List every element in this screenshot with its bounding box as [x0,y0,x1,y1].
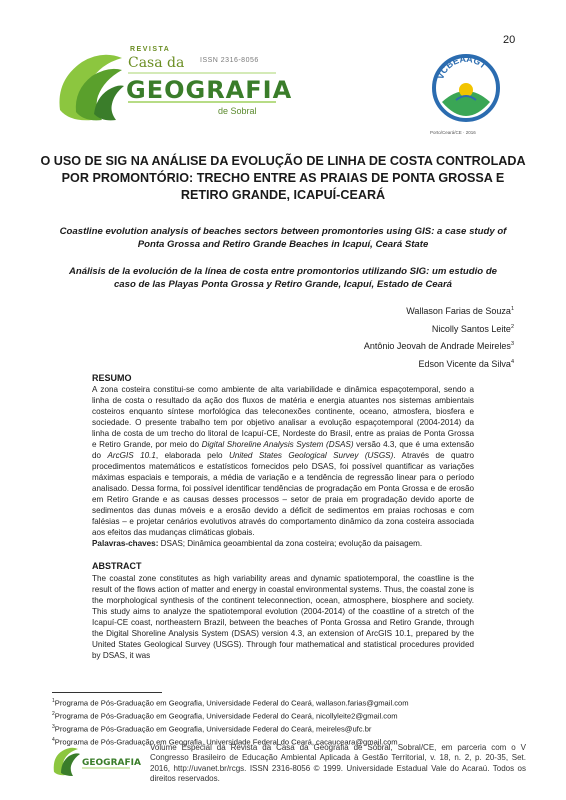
keywords-label: Palavras-chaves: [92,539,159,548]
congress-logo [430,50,502,136]
footnote: $^4$Programa de Pós-Graduação em Geografia, Universidade Federal do Ceará, cacauceara@gmail.com [52,737,398,747]
congress-caption: Porto/Ceará/CE · 2016 [430,130,476,135]
journal-masthead-logo [52,40,293,130]
author-line: Nicolly Santos Leite$^2$ [431,323,514,334]
author-line: Wallason Farias de Souza$^1$ [406,306,514,316]
masthead-geografia: GEOGRAFIA [126,76,293,104]
masthead-issn: ISSN 2316-8056 [200,57,259,64]
footer-emblem-icon [52,742,141,778]
author-line: Antônio Jeovah de Andrade Meireles$^3$ [363,341,514,352]
page-number: 20 [503,34,516,46]
footer-logo-text: GEOGRAFIA [82,758,141,768]
abstract-heading: ABSTRACT [92,561,142,571]
congress-logo-text: VCBEAAGT [435,53,489,81]
abstract-body: The coastal zone constitutes as high variability areas and dynamic spatiotemporal, the coastline is the result of the flows action of matter and energy in coastal environmental systems. Thus, the coastal zone is the morphological synthesis of the continent teleconnection, ocean, atmosphere, biosphere and society. This study aims to analyze the spatiotemporal evolution (2004-2014) of the coastline of a stretch of the Icapuí-CE coast, northeastern Brazil, between the beaches of Ponta Grossa and Retiro Grande, through the Digital Shoreline Analysis System (DSAS) version 4.3, an extension of ArcGIS 10.1, prepared by the United States Geological Survey (USGS). Through four mathematical and statistical procedures provided by DSAS, it was [92,574,474,660]
footnotes [52,696,409,748]
author-list [364,302,514,372]
masthead-casa-da: Casa da [128,55,185,71]
paper-subtitle-english: Coastline evolution analysis of beaches sectors between promontories using GIS: a case study of Ponta Grossa and Retiro Grande Beaches in Icapuí, Ceará State [59,226,507,250]
footnote: $^2$Programa de Pós-Graduação em Geografia, Universidade Federal do Ceará, nicollyleite2@gmail.com [52,711,398,721]
congress-emblem-icon [430,50,502,128]
footnote-divider [52,692,162,693]
author-line: Edson Vicente da Silva$^4$ [418,358,514,369]
keywords: DSAS; Dinâmica geoambiental da zona costeira; evolução da paisagem. [158,539,423,548]
footnote: $^1$Programa de Pós-Graduação em Geografia, Universidade Federal do Ceará, wallason.farias@gmail.com [52,698,409,708]
paper-subtitle-spanish: Análisis de la evolución de la línea de costa entre promontorios utilizando SIG: um estudio de caso de las Playas Ponta Grossa y Retiro Grande, Icapuí, Estado de Ceará [68,266,498,290]
footer-citation: Volume Especial da Revista da Casa da Geografia de Sobral, Sobral/CE, em parceria com o V Congresso Brasileiro de Educação Ambiental Aplicada à Gestão Territorial, v. 18, n. 2, p. 20-35, Set. 2016, http://uvanet.br/rcgs. ISSN 2316-8056 © 1999. Universidade Estadual Vale do Acaraú. Todos os direitos reservados. [150,743,526,783]
resumo-body: A zona costeira constitui-se como ambiente de alta variabilidade e dinâmica espaçotemporal, sendo a linha de costa o resultado da ação dos fluxos de matéria e energia atuantes nos sistemas ambientais costeiros enquanto síntese morfológica das teleconexões continente, oceano, atmosfera, biosfera e sociedade. O presente trabalho tem por objetivo analisar a evolução espaçotemporal (2004-2014) da linha de costa de um trecho do litoral de Icapuí-CE, Nordeste do Brasil, entre as praias de Ponta Grossa e Retiro Grande, por meio do Digital Shoreline Analysis System (DSAS) versão 4.3, que é uma extensão do ArcGIS 10.1, elaborada pelo United States Geological Survey (USGS). Através de quatro procedimentos matemáticos e estatísticos fornecidos pelo DSAS, foi possível quantificar as variações máximas espaciais e temporais, a média de variação e a tendência de regressão linear para o período analisado. Dessa forma, foi possível identificar tendências de progradação em Ponta Grossa e de erosão em Retiro Grande e as causas desses processos – setor de praia em progradação devido aporte de sedimentos das dunas móveis e a erosão devido a déficit de sedimentos em praias rochosas e com falésias – e projetar cenários evolutivos através do comportamento dinâmico da zona costeira associada aos efeitos das mudanças climáticas globais. Palavras-chaves: DSAS; Dinâmica geoambiental da zona costeira; evolução da paisagem. [92,385,475,548]
footnote: $^3$Programa de Pós-Graduação em Geografia, Universidade Federal do Ceará, meireles@ufc.br [52,724,372,734]
masthead-de-sobral: de Sobral [218,106,257,116]
footer-journal-logo [52,742,141,778]
paper-title: O USO DE SIG NA ANÁLISE DA EVOLUÇÃO DE LINHA DE COSTA CONTROLADA POR PROMONTÓRIO: TRECHO ENTRE AS PRAIAS DE PONTA GROSSA E RETIRO GRANDE, ICAPUÍ-CEARÁ [40,154,526,202]
masthead-revista: REVISTA [130,46,171,53]
resumo-heading: RESUMO [92,373,132,383]
